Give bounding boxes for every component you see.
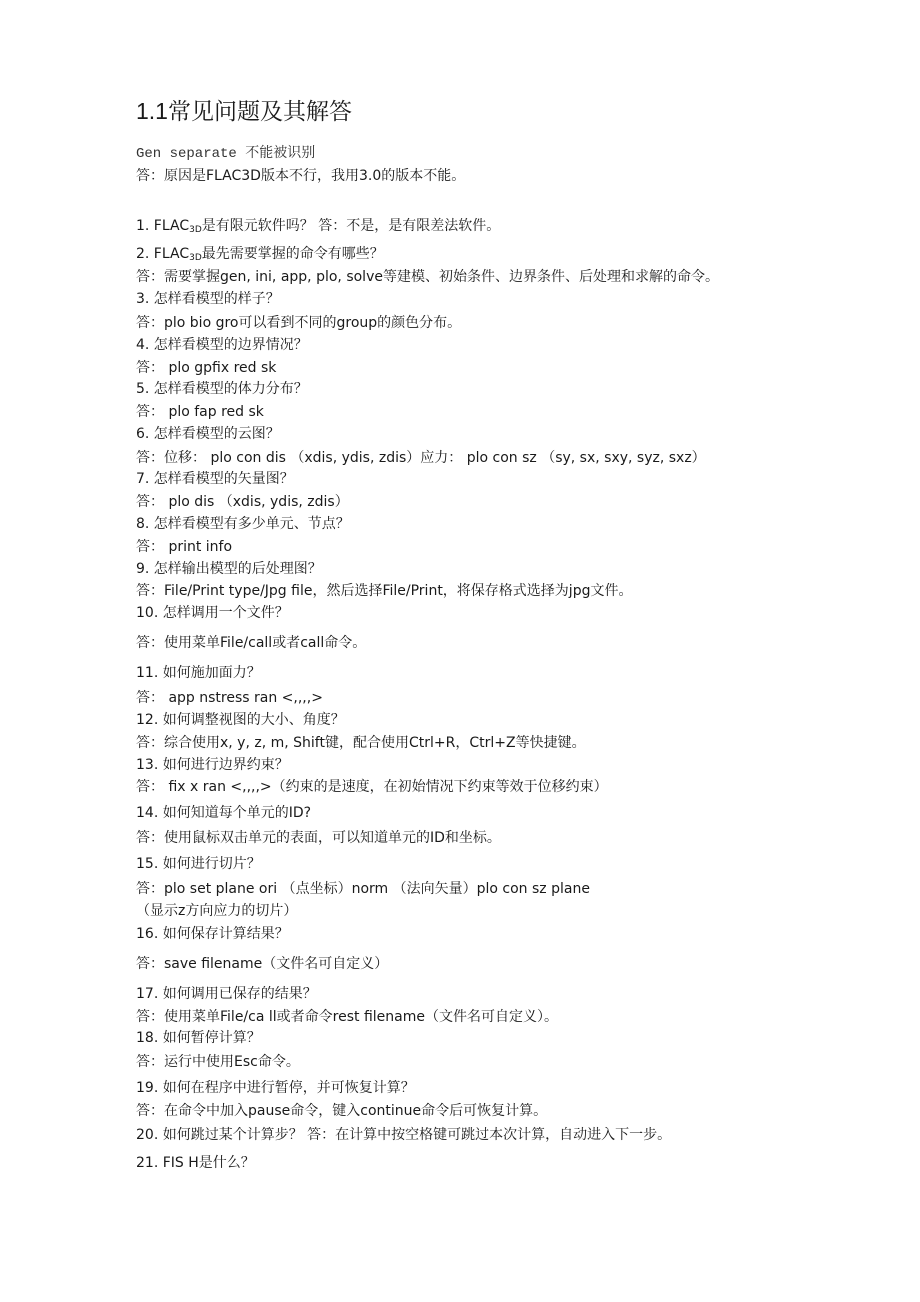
answer-10: 答：使用菜单File/call或者call命令。 [136,635,367,651]
answer-18: 答：运行中使用Esc命令。 [136,1054,300,1070]
answer-13: 答： fix x ran <,,,,>（约束的是速度，在初始情况下约束等效于位移约束） [136,779,608,795]
q2-subscript: 3D [189,253,202,263]
answer-16: 答：save filename（文件名可自定义） [136,956,389,972]
q2-text: 最先需要掌握的命令有哪些？ [201,246,384,262]
question-4: 4. 怎样看模型的边界情况？ [136,337,308,353]
question-6: 6. 怎样看模型的云图？ [136,426,280,442]
question-11: 11. 如何施加面力？ [136,665,261,681]
answer-17: 答：使用菜单File/ca ll或者命令rest filename（文件名可自定义）。 [136,1009,558,1025]
answer-7: 答： plo dis （xdis, ydis, zdis） [136,494,349,510]
answer-3: 答：plo bio gro可以看到不同的group的颜色分布。 [136,315,462,331]
answer-9: 答：File/Print type/Jpg file，然后选择File/Print，将保存格式选择为jpg文件。 [136,583,633,599]
answer-4: 答： plo gpfix red sk [136,360,277,376]
question-5: 5. 怎样看模型的体力分布？ [136,381,308,397]
intro-line-1: Gen separate 不能被识别 [136,146,316,162]
q1-text: 是有限元软件吗？ 答：不是，是有限差法软件。 [201,218,501,234]
answer-5: 答： plo fap red sk [136,404,264,420]
question-15: 15. 如何进行切片？ [136,856,261,872]
question-9: 9. 怎样输出模型的后处理图？ [136,561,322,577]
answer-19: 答：在命令中加入pause命令，键入continue命令后可恢复计算。 [136,1103,548,1119]
question-16: 16. 如何保存计算结果？ [136,926,289,942]
answer-12: 答：综合使用x, y, z, m, Shift键，配合使用Ctrl+R，Ctrl+Z等快捷键。 [136,735,586,751]
question-20: 20. 如何跳过某个计算步？ 答：在计算中按空格键可跳过本次计算，自动进入下一步。 [136,1127,672,1143]
question-14: 14. 如何知道每个单元的ID? [136,805,312,821]
q2-prefix: 2. FLAC [136,246,190,262]
question-10: 10. 怎样调用一个文件？ [136,605,289,621]
answer-15-line-2: （显示z方向应力的切片） [136,903,298,919]
question-2 [136,245,384,263]
question-12: 12. 如何调整视图的大小、角度？ [136,712,345,728]
question-3: 3. 怎样看模型的样子？ [136,291,280,307]
answer-2: 答：需要掌握gen, ini, app, plo, solve等建模、初始条件、边界条件、后处理和求解的命令。 [136,269,719,285]
answer-11: 答： app nstress ran <,,,,> [136,690,323,706]
question-13: 13. 如何进行边界约束？ [136,757,289,773]
answer-14: 答：使用鼠标双击单元的表面，可以知道单元的ID和坐标。 [136,830,501,846]
question-21: 21. FIS H是什么？ [136,1155,255,1171]
question-19: 19. 如何在程序中进行暂停，并可恢复计算？ [136,1080,415,1096]
q1-subscript: 3D [189,225,202,235]
question-7: 7. 怎样看模型的矢量图？ [136,471,294,487]
question-8: 8. 怎样看模型有多少单元、节点？ [136,516,350,532]
page-title: 1.1常见问题及其解答 [136,98,352,124]
question-17: 17. 如何调用已保存的结果？ [136,986,317,1002]
answer-15-line-1: 答：plo set plane ori （点坐标）norm （法向矢量）plo con sz plane [136,881,590,897]
intro-line-2: 答：原因是FLAC3D版本不行，我用3.0的版本不能。 [136,168,466,184]
answer-8: 答： print info [136,539,233,555]
q1-prefix: 1. FLAC [136,218,190,234]
answer-6: 答：位移： plo con dis （xdis, ydis, zdis）应力： plo con sz （sy, sx, sxy, syz, sxz） [136,450,706,466]
question-18: 18. 如何暂停计算？ [136,1030,261,1046]
question-1 [136,217,500,235]
